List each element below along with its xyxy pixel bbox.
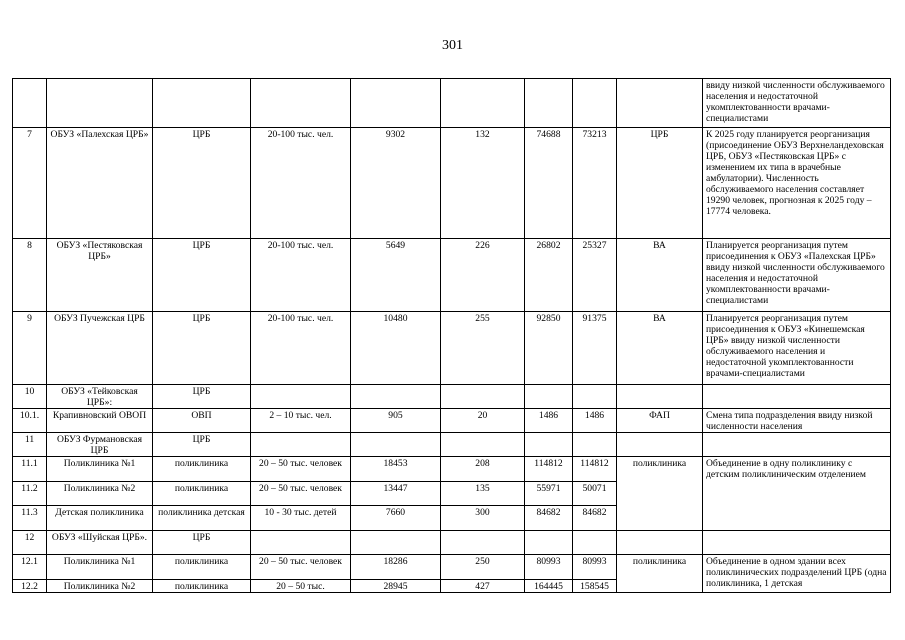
- cell-capacity: 20 – 50 тыс.: [251, 580, 351, 593]
- cell-name: [47, 79, 153, 128]
- cell-no: [13, 79, 47, 128]
- cell-type: ЦРБ: [153, 128, 251, 239]
- cell-value-1: [525, 433, 573, 457]
- cell-population: 7660: [351, 506, 441, 531]
- cell-value-2: [573, 79, 617, 128]
- cell-value-2: 91375: [573, 312, 617, 385]
- cell-name: Поликлиника №1: [47, 457, 153, 482]
- cell-note: Смена типа подразделения ввиду низкой численности населения: [703, 409, 891, 433]
- cell-type: поликлиника детская: [153, 506, 251, 531]
- cell-new-type: ВА: [617, 239, 703, 312]
- cell-staff: 20: [441, 409, 525, 433]
- cell-population: [351, 531, 441, 555]
- cell-name: ОБУЗ «Палехская ЦРБ»: [47, 128, 153, 239]
- cell-note: Объединение в одну поликлинику с детским поликлиническим отделением: [703, 457, 891, 531]
- cell-population: [351, 79, 441, 128]
- cell-type: поликлиника: [153, 457, 251, 482]
- table-row: [13, 385, 891, 409]
- cell-capacity: [251, 385, 351, 409]
- cell-capacity: 20-100 тыс. чел.: [251, 239, 351, 312]
- cell-value-2: [573, 531, 617, 555]
- cell-population: 5649: [351, 239, 441, 312]
- cell-value-2: 25327: [573, 239, 617, 312]
- table-row: [13, 239, 891, 312]
- cell-value-2: 1486: [573, 409, 617, 433]
- cell-no: 9: [13, 312, 47, 385]
- cell-note: ввиду низкой численности обслуживаемого населения и недостаточной укомплектованности врачами-специалистами: [703, 79, 891, 128]
- cell-capacity: 20 – 50 тыс. человек: [251, 482, 351, 506]
- cell-note: [703, 433, 891, 457]
- cell-name: ОБУЗ «Тейковская ЦРБ»:: [47, 385, 153, 409]
- cell-no: 8: [13, 239, 47, 312]
- cell-capacity: 20-100 тыс. чел.: [251, 128, 351, 239]
- cell-type: ЦРБ: [153, 531, 251, 555]
- table-row: [13, 457, 891, 482]
- cell-no: 11.3: [13, 506, 47, 531]
- cell-value-1: [525, 385, 573, 409]
- cell-name: Крапивновский ОВОП: [47, 409, 153, 433]
- cell-name: Поликлиника №1: [47, 555, 153, 580]
- cell-name: Детская поликлиника: [47, 506, 153, 531]
- cell-note: Объединение в одном здании всех поликлинических подразделений ЦРБ (одна поликлиника, 1 детская: [703, 555, 891, 593]
- cell-staff: 135: [441, 482, 525, 506]
- cell-capacity: 20 – 50 тыс. человек: [251, 555, 351, 580]
- cell-population: 13447: [351, 482, 441, 506]
- cell-name: ОБУЗ «Пестяковская ЦРБ»: [47, 239, 153, 312]
- cell-population: 28945: [351, 580, 441, 593]
- cell-value-2: 80993: [573, 555, 617, 580]
- cell-staff: 250: [441, 555, 525, 580]
- cell-new-type: [617, 385, 703, 409]
- cell-staff: 208: [441, 457, 525, 482]
- cell-type: ОВП: [153, 409, 251, 433]
- page-number: 301: [442, 38, 463, 53]
- cell-value-1: 1486: [525, 409, 573, 433]
- cell-value-2: 114812: [573, 457, 617, 482]
- cell-value-2: [573, 385, 617, 409]
- cell-population: 905: [351, 409, 441, 433]
- cell-value-2: 50071: [573, 482, 617, 506]
- cell-new-type: ФАП: [617, 409, 703, 433]
- cell-new-type: ВА: [617, 312, 703, 385]
- cell-staff: 427: [441, 580, 525, 593]
- cell-value-1: 114812: [525, 457, 573, 482]
- cell-staff: [441, 79, 525, 128]
- cell-capacity: [251, 433, 351, 457]
- table-row: [13, 312, 891, 385]
- cell-capacity: [251, 531, 351, 555]
- cell-type: [153, 79, 251, 128]
- cell-population: 9302: [351, 128, 441, 239]
- cell-capacity: 20-100 тыс. чел.: [251, 312, 351, 385]
- cell-type: поликлиника: [153, 555, 251, 580]
- cell-type: ЦРБ: [153, 385, 251, 409]
- cell-staff: 300: [441, 506, 525, 531]
- cell-value-1: 80993: [525, 555, 573, 580]
- cell-type: ЦРБ: [153, 312, 251, 385]
- cell-value-1: [525, 531, 573, 555]
- cell-value-1: 164445: [525, 580, 573, 593]
- cell-value-2: 73213: [573, 128, 617, 239]
- cell-type: ЦРБ: [153, 433, 251, 457]
- cell-note: Планируется реорганизация путем присоединения к ОБУЗ «Палехская ЦРБ» ввиду низкой численности обслуживаемого населения и недостаточной укомплектованности врачами-специалистами: [703, 239, 891, 312]
- facilities-table: [12, 78, 891, 593]
- cell-name: ОБУЗ Пучежская ЦРБ: [47, 312, 153, 385]
- cell-note: К 2025 году планируется реорганизация (присоединение ОБУЗ Верхнеландеховская ЦРБ, ОБУЗ «Пестяковская ЦРБ» с изменением их типа в врачебные амбулатории). Численность обслуживаемого населения составляет 19290 человек, прогнозная к 2025 году – 17774 человека.: [703, 128, 891, 239]
- cell-capacity: 20 – 50 тыс. человек: [251, 457, 351, 482]
- cell-no: 12.2: [13, 580, 47, 593]
- cell-new-type: [617, 531, 703, 555]
- cell-new-type: [617, 79, 703, 128]
- cell-no: 7: [13, 128, 47, 239]
- cell-no: 12.1: [13, 555, 47, 580]
- table-row: [13, 433, 891, 457]
- cell-name: ОБУЗ Фурмановская ЦРБ: [47, 433, 153, 457]
- cell-no: 10: [13, 385, 47, 409]
- cell-staff: 255: [441, 312, 525, 385]
- cell-value-1: 26802: [525, 239, 573, 312]
- cell-staff: [441, 433, 525, 457]
- cell-value-2: [573, 433, 617, 457]
- cell-type: ЦРБ: [153, 239, 251, 312]
- cell-new-type: ЦРБ: [617, 128, 703, 239]
- cell-note: [703, 531, 891, 555]
- cell-name: ОБУЗ «Шуйская ЦРБ».: [47, 531, 153, 555]
- cell-new-type: поликлиника: [617, 457, 703, 531]
- cell-value-1: 55971: [525, 482, 573, 506]
- cell-capacity: 2 – 10 тыс. чел.: [251, 409, 351, 433]
- cell-no: 11: [13, 433, 47, 457]
- cell-value-1: 74688: [525, 128, 573, 239]
- cell-staff: 132: [441, 128, 525, 239]
- cell-staff: 226: [441, 239, 525, 312]
- cell-no: 11.1: [13, 457, 47, 482]
- cell-capacity: [251, 79, 351, 128]
- table-row: [13, 128, 891, 239]
- cell-note: Планируется реорганизация путем присоединения к ОБУЗ «Кинешемская ЦРБ» ввиду низкой численности обслуживаемого населения и недостаточной укомплектованности врачами-специалистами: [703, 312, 891, 385]
- cell-value-1: [525, 79, 573, 128]
- cell-no: 11.2: [13, 482, 47, 506]
- cell-new-type: [617, 433, 703, 457]
- table-row: [13, 555, 891, 580]
- cell-type: поликлиника: [153, 482, 251, 506]
- cell-value-1: 92850: [525, 312, 573, 385]
- cell-type: поликлиника: [153, 580, 251, 593]
- cell-population: [351, 433, 441, 457]
- cell-value-1: 84682: [525, 506, 573, 531]
- cell-name: Поликлиника №2: [47, 482, 153, 506]
- cell-population: 18453: [351, 457, 441, 482]
- cell-capacity: 10 - 30 тыс. детей: [251, 506, 351, 531]
- cell-value-2: 158545: [573, 580, 617, 593]
- cell-name: Поликлиника №2: [47, 580, 153, 593]
- cell-population: 18286: [351, 555, 441, 580]
- cell-no: 12: [13, 531, 47, 555]
- cell-note: [703, 385, 891, 409]
- cell-staff: [441, 531, 525, 555]
- cell-population: 10480: [351, 312, 441, 385]
- table-row: [13, 79, 891, 128]
- cell-population: [351, 385, 441, 409]
- cell-new-type: поликлиника: [617, 555, 703, 593]
- table-row: [13, 531, 891, 555]
- cell-value-2: 84682: [573, 506, 617, 531]
- table-row: [13, 409, 891, 433]
- cell-no: 10.1.: [13, 409, 47, 433]
- cell-staff: [441, 385, 525, 409]
